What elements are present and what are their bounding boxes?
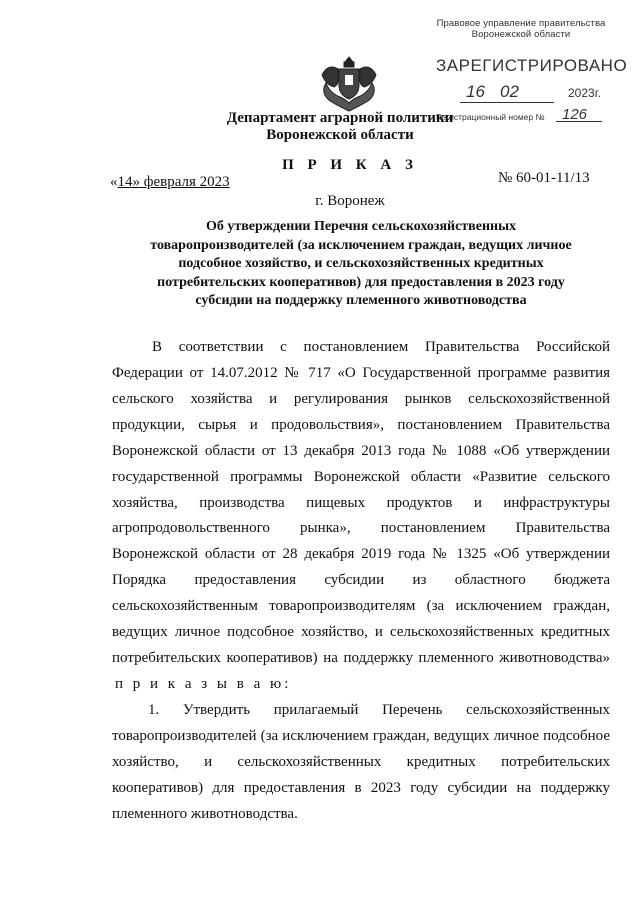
document-date-rest: » февраля 2023 xyxy=(132,174,230,190)
title-line: подсобное хозяйство, и сельскохозяйственных кредитных xyxy=(178,256,544,271)
document-date: «14» февраля 2023 xyxy=(110,174,230,190)
document-type: П Р И К А З xyxy=(282,157,418,173)
coat-of-arms-emblem xyxy=(318,55,380,113)
body-line: потребительских кооперативов) на поддержку племенного животноводства» xyxy=(112,650,610,666)
stamp-authority: Правовое управление правительства xyxy=(436,18,606,29)
stamp-reg-number: 126 xyxy=(562,106,588,123)
body-line: хозяйства, производства пищевых продуктов и инфраструктуры xyxy=(112,495,610,511)
stamp-registered: ЗАРЕГИСТРИРОВАНО xyxy=(436,56,628,75)
title-line: Об утверждении Перечня сельскохозяйственных xyxy=(205,219,517,234)
body-line: Воронежской области от 28 декабря 2019 года № 1325 «Об утверждении xyxy=(112,546,610,562)
stamp-date xyxy=(436,80,606,106)
body-line: Федерации от 14.07.2012 № 717 «О Государственной программе развития xyxy=(112,365,610,381)
body-line: Порядка предоставления субсидии из областного бюджета xyxy=(112,572,610,588)
stamp-date-month: 02 xyxy=(500,82,519,101)
stamp-reg-number-row xyxy=(436,106,606,123)
document-number: № 60-01-11/13 xyxy=(498,170,590,186)
body-line: кооперативов) для предоставления в 2023 году субсидии на поддержку xyxy=(112,780,610,796)
title-line: потребительских кооперативов) для предоставления в 2023 году xyxy=(157,274,565,290)
title-line: субсидии на поддержку племенного животноводства xyxy=(195,293,527,308)
stamp-region: Воронежской области xyxy=(471,29,571,40)
body-line: хозяйство, и сельскохозяйственных кредитных потребительских xyxy=(112,754,610,770)
document-city: г. Воронеж xyxy=(315,193,385,209)
registration-stamp xyxy=(436,14,628,138)
body-line: агропродовольственного рынка», постановлением Правительства xyxy=(112,520,610,536)
body-line: товаропроизводителей (за исключением граждан, ведущих личное подсобное xyxy=(112,728,610,744)
body-line: сельскохозяйственным товаропроизводителям (за исключением граждан, xyxy=(112,598,610,614)
body-line: племенного животноводства. xyxy=(112,806,298,822)
body-line: продукции, сырья и продовольствия», постановлением Правительства xyxy=(112,417,610,433)
document-date-day: 14 xyxy=(117,174,133,190)
order-phrase: п р и к а з ы в а ю: xyxy=(115,676,292,692)
body-line: В соответствии с постановлением Правительства Российской xyxy=(152,339,610,355)
document-title xyxy=(112,218,610,311)
body-line: сельского хозяйства и регулирования рынков сельскохозяйственной xyxy=(112,391,610,407)
body-line: ведущих личное подсобное хозяйство, и сельскохозяйственных кредитных xyxy=(112,624,610,640)
stamp-reg-number-label: Регистрационный номер № xyxy=(436,112,545,122)
body-line: государственной программы Воронежской области «Развитие сельского xyxy=(112,469,610,485)
stamp-date-day: 16 xyxy=(466,82,485,101)
title-line: товаропроизводителей (за исключением граждан, ведущих личное xyxy=(150,237,572,253)
department-region: Воронежской области xyxy=(266,127,414,143)
department-name: Департамент аграрной политики xyxy=(226,110,454,126)
stamp-date-year: 2023г. xyxy=(568,86,601,100)
body-line: Воронежской области от 13 декабря 2013 года № 1088 «Об утверждении xyxy=(112,443,610,459)
body-line: 1. Утвердить прилагаемый Перечень сельскохозяйственных xyxy=(148,702,610,718)
